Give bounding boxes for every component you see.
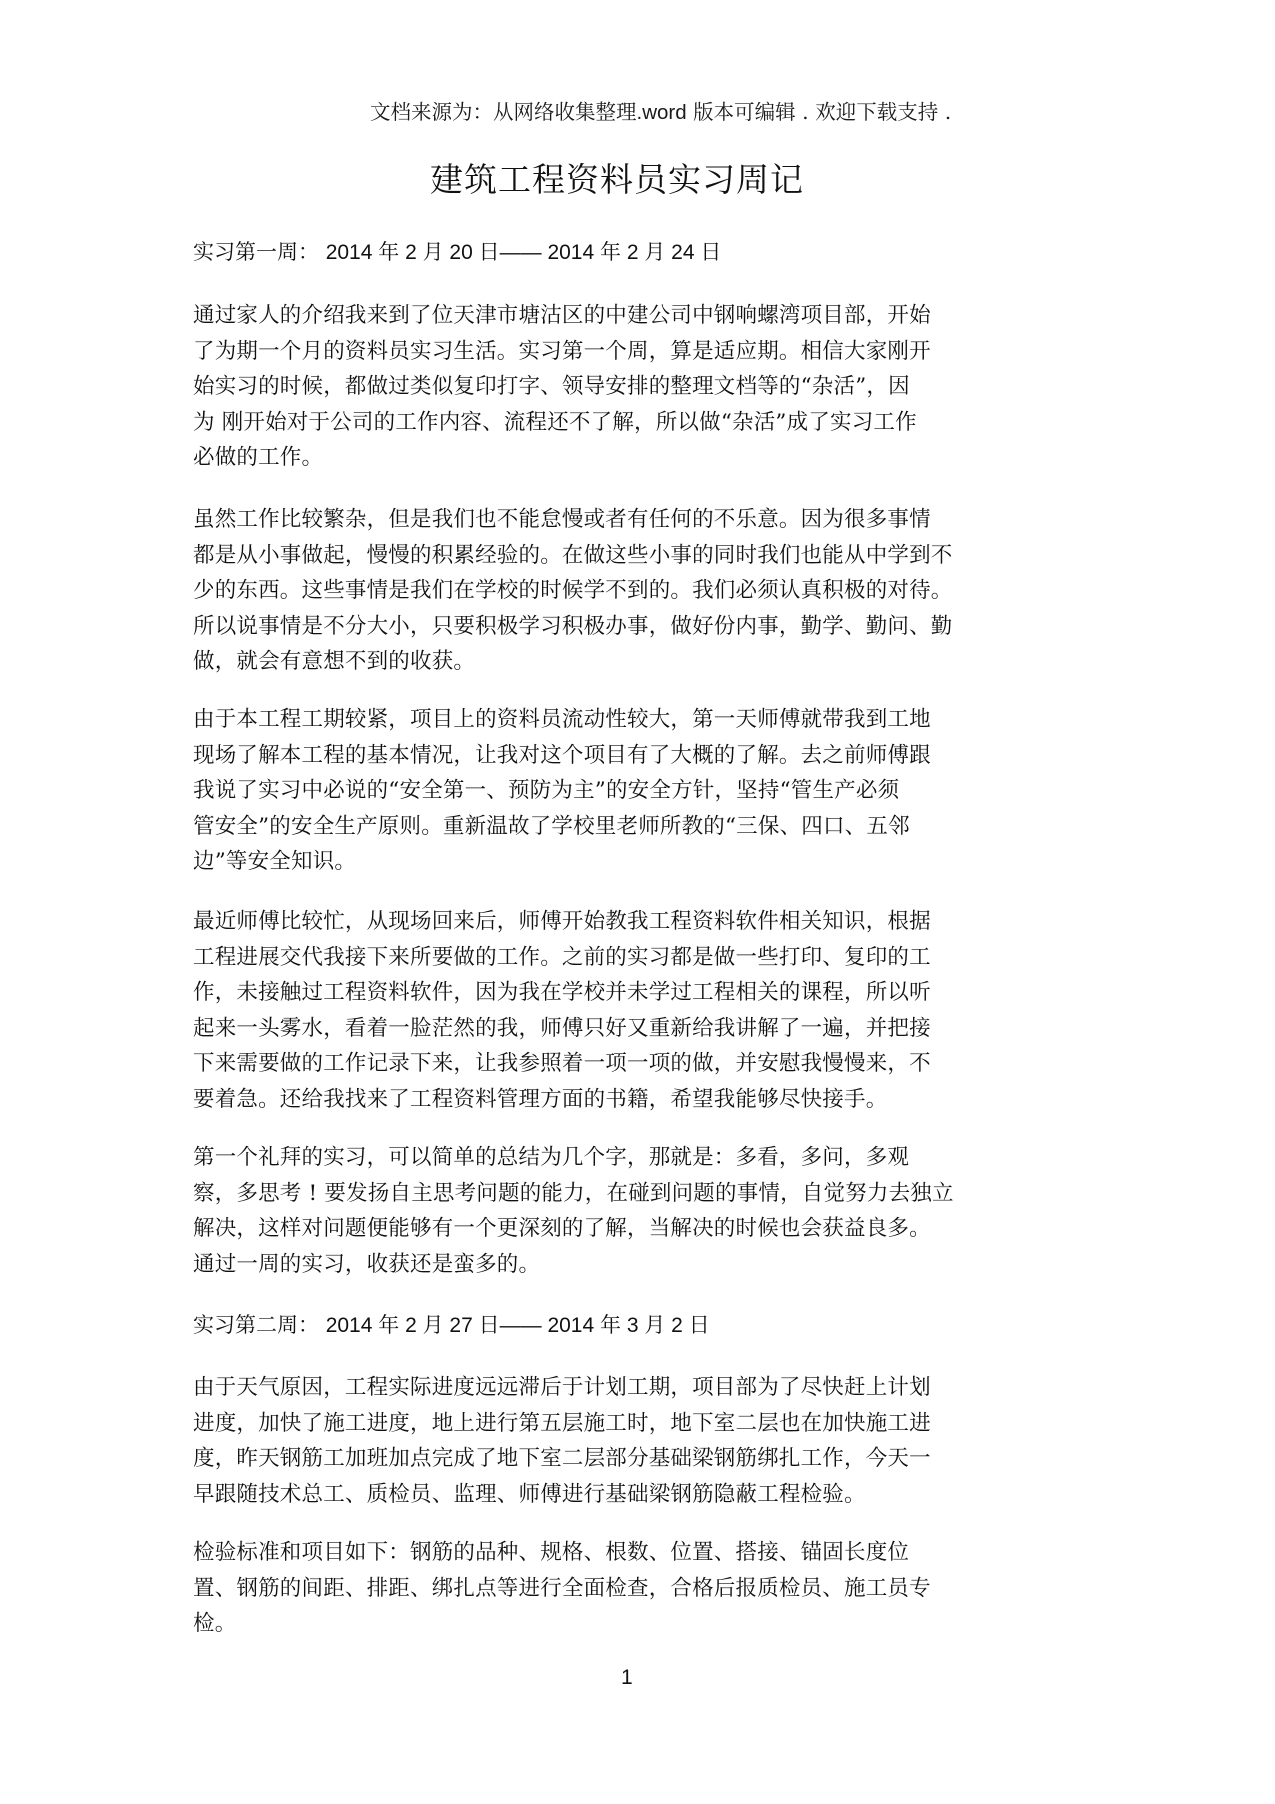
paragraph-line: 由于本工程工期较紧，项目上的资料员流动性较大，第一天师傅就带我到工地 (193, 707, 931, 732)
paragraph-line: 由于天气原因，工程实际进度远远滞后于计划工期，项目部为了尽快赶上计划 (193, 1375, 931, 1400)
paragraph-line: 为 刚开始对于公司的工作内容、流程还不了解，所以做“杂活”成了实习工作 (193, 409, 917, 435)
paragraph-line: 现场了解本工程的基本情况，让我对这个项目有了大概的了解。去之前师傅跟 (193, 742, 931, 768)
paragraph-line: 检验标准和项目如下：钢筋的品种、规格、根数、位置、搭接、锚固长度位 (193, 1540, 910, 1565)
paragraph-line: 必做的工作。 (193, 445, 324, 470)
paragraph (193, 904, 1053, 1117)
paragraph-line: 我说了实习中必说的“安全第一、预防为主”的安全方针，坚持“管生产必须 (193, 778, 900, 803)
source-note-prefix: 文档来源为：从网络收集整理 (370, 100, 637, 124)
paragraph-line: 始实习的时候，都做过类似复印打字、领导安排的整理文档等的“杂活”，因 (193, 374, 910, 399)
paragraph-line: 度，昨天钢筋工加班加点完成了地下室二层部分基础梁钢筋绑扎工作，今天一 (193, 1446, 931, 1471)
week-one-heading (193, 237, 1093, 268)
week-label: 实习第二周： (193, 1313, 319, 1337)
paragraph-line: 所以说事情是不分大小，只要积极学习积极办事，做好份内事，勤学、勤问、勤 (193, 613, 953, 639)
paragraph-line: 作，未接触过工程资料软件，因为我在学校并未学过工程相关的课程，所以听 (193, 980, 931, 1005)
paragraph-line: 下来需要做的工作记录下来，让我参照着一项一项的做，并安慰我慢慢来，不 (193, 1051, 931, 1076)
paragraph-line: 通过家人的介绍我来到了位天津市塘沽区的中建公司中钢响螺湾项目部，开始 (193, 303, 931, 328)
paragraph-line: 进度，加快了施工进度，地上进行第五层施工时，地下室二层也在加快施工进 (193, 1410, 931, 1436)
paragraph-line: 要着急。还给我找来了工程资料管理方面的书籍，希望我能够尽快接手。 (193, 1086, 888, 1112)
paragraph-line: 最近师傅比较忙，从现场回来后，师傅开始教我工程资料软件相关知识，根据 (193, 909, 931, 934)
paragraph-line: 通过一周的实习，收获还是蛮多的。 (193, 1251, 541, 1277)
paragraph-line: 了为期一个月的资料员实习生活。实习第一个周，算是适应期。相信大家刚开 (193, 338, 931, 364)
paragraph (193, 1140, 1053, 1282)
paragraph-line: 少的东西。这些事情是我们在学校的时候学不到的。我们必须认真积极的对待。 (193, 578, 953, 603)
paragraph-line: 检。 (193, 1611, 237, 1636)
paragraph-line: 察，多思考 ! 要发扬自主思考问题的能力，在碰到问题的事情，自觉努力去独立 (193, 1180, 954, 1206)
paragraph-line: 第一个礼拜的实习，可以简单的总结为几个字，那就是：多看，多问，多观 (193, 1145, 910, 1170)
paragraph-line: 边”等安全知识。 (193, 849, 357, 874)
paragraph-line: 置、钢筋的间距、排距、绑扎点等进行全面检查，合格后报质检员、施工员专 (193, 1575, 931, 1601)
paragraph (193, 502, 1053, 680)
paragraph (193, 298, 1053, 476)
paragraph (193, 1535, 1053, 1642)
source-note (370, 98, 1090, 127)
paragraph-line: 做，就会有意想不到的收获。 (193, 649, 476, 674)
week-label: 实习第一周： (193, 240, 319, 264)
week-date-range: 2014 年 2 月 20 日—— 2014 年 2 月 24 日 (325, 241, 722, 264)
paragraph (193, 702, 1053, 880)
paragraph-line: 都是从小事做起，慢慢的积累经验的。在做这些小事的同时我们也能从中学到不 (193, 542, 953, 568)
document-title: 建筑工程资料员实习周记 (430, 160, 804, 199)
paragraph-line: 工程进展交代我接下来所要做的工作。之前的实习都是做一些打印、复印的工 (193, 944, 931, 970)
paragraph-line: 虽然工作比较繁杂，但是我们也不能怠慢或者有任何的不乐意。因为很多事情 (193, 507, 931, 532)
paragraph-line: 早跟随技术总工、质检员、监理、师傅进行基础梁钢筋隐蔽工程检验。 (193, 1481, 866, 1507)
week-date-range: 2014 年 2 月 27 日—— 2014 年 3 月 2 日 (325, 1314, 710, 1337)
paragraph-line: 解决，这样对问题便能够有一个更深刻的了解，当解决的时候也会获益良多。 (193, 1216, 931, 1241)
source-note-suffix: 版本可编辑 . 欢迎下载支持 . (686, 100, 952, 124)
week-two-heading (193, 1310, 1093, 1341)
page-number: 1 (621, 1666, 633, 1689)
source-note-word: .word (636, 101, 687, 124)
paragraph-line: 起来一头雾水，看着一脸茫然的我，师傅只好又重新给我讲解了一遍，并把接 (193, 1015, 931, 1041)
paragraph-line: 管安全”的安全生产原则。重新温故了学校里老师所教的“三保、四口、五邻 (193, 813, 910, 839)
paragraph (193, 1370, 1053, 1512)
